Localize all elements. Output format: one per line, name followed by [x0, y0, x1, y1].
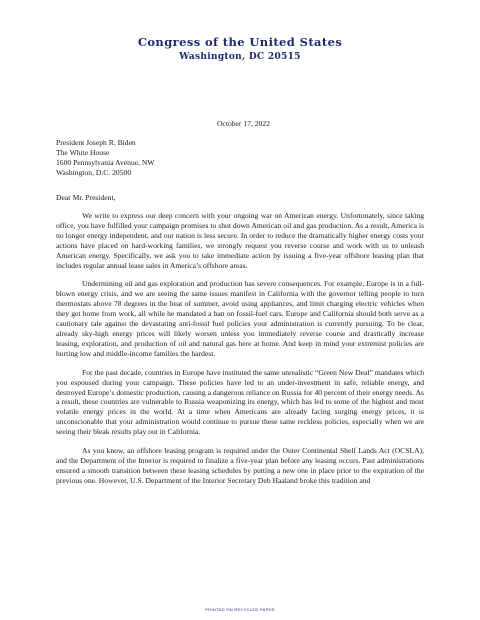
- letter-body: [56, 211, 424, 495]
- salutation: Dear Mr. President,: [56, 193, 116, 202]
- recipient-line: President Joseph R. Biden: [56, 138, 136, 147]
- recipient-line: Washington, D.C. 20500: [56, 167, 132, 177]
- recipient-line: The White House: [56, 147, 110, 157]
- letterhead-location: Washington, DC 20515: [179, 52, 301, 62]
- recipient-line: 1600 Pennsylvania Avenue, NW: [56, 157, 155, 167]
- body-paragraph: We write to express our deep concern with your ongoing war on American energy. Unfortunately, since taking office, you have fulfilled your campaign promises to shut down American oil and gas production. As a result, America is no longer energy independent, and our nation is less secure. In order to reduce the dramatically higher energy costs your actions have placed on hard-working families, we strongly request you reverse course and work with us to unleash American energy. Specifically, we ask you to take immediate action by issuing a five-year offshore leasing plan that includes regular annual lease sales in America’s offshore areas.: [56, 211, 424, 270]
- recipient-address: [56, 138, 155, 178]
- body-paragraph: As you know, an offshore leasing program is required under the Outer Continental Shelf Lands Act (OCSLA), and the Department of the Interior is required to finalize a five-year plan before any leasing occurs. Past administrations ensured a smooth transition between these leasing schedules by putting a new one in place prior to the expiration of the previous one. However, U.S. Department of the Interior Secretary Deb Haaland broke this tradition and: [56, 446, 424, 485]
- letterhead-title: Congress of the United States: [137, 35, 343, 49]
- letter-date: October 17, 2022: [217, 119, 270, 128]
- recycled-paper-footer: PRINTED ON RECYCLED PAPER: [205, 607, 275, 612]
- body-paragraph: For the past decade, countries in Europe have instituted the same unrealistic “Green New Deal” mandates which you espoused during your campaign. These policies have led to an under-investment in safe, reliable energy, and destroyed Europe’s domestic production, causing a dangerous reliance on Russia for 40 percent of their energy needs. As a result, these countries are vulnerable to Russia weaponizing its energy, which has led to some of the highest and most volatile energy prices in the world. At a time when Americans are already facing surging energy prices, it is unconscionable that your administration would continue to pursue these same reckless policies, especially when we are seeing their bleak results play out in California.: [56, 367, 424, 437]
- body-paragraph: Undermining oil and gas exploration and production has severe consequences. For example, Europe is in a full-blown energy crisis, and we are seeing the same issues manifest in California with the governor telling people to turn thermostats above 78 degrees in the heat of summer, avoid using appliances, and limit charging electric vehicles when they get home from work, all while he mandated a ban on fossil-fuel cars. Europe and California should both serve as a cautionary tale against the devastating anti-fossil fuel policies your administration is currently pursuing. To be clear, already sky-high energy prices will likely worsen unless you immediately reverse course and drastically increase leasing, exploration, and production of oil and natural gas here at home. And keep in mind your extremist policies are hurting low and middle-income families the hardest.: [56, 279, 424, 358]
